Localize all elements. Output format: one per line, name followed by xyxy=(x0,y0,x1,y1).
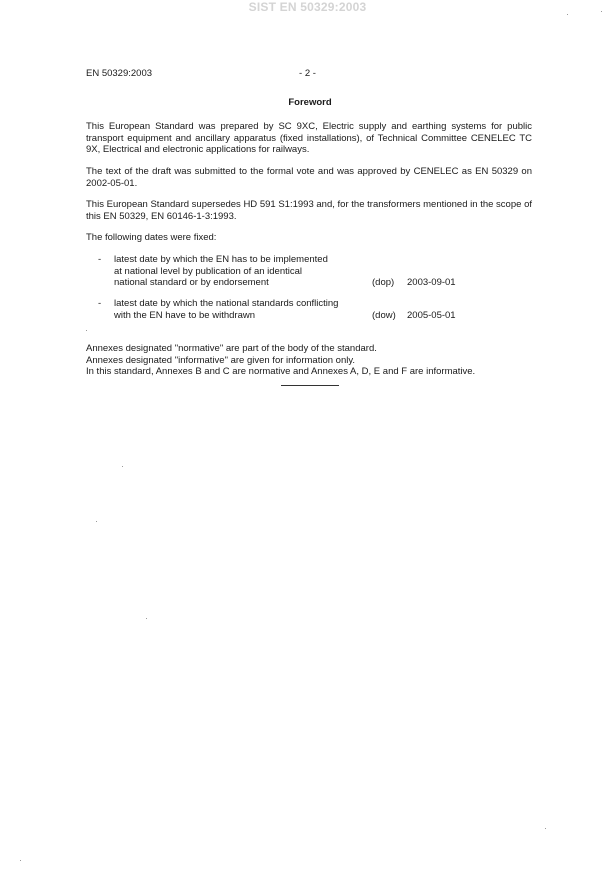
scan-speck xyxy=(601,11,602,12)
date-code: (dop) xyxy=(372,277,395,288)
date-value: 2003-09-01 xyxy=(407,277,456,288)
watermark-text: SIST EN 50329:2003 xyxy=(248,0,367,14)
paragraph-supersedes: This European Standard supersedes HD 591 S1:1993 and, for the transformers mentioned in the scope of this EN 50329, EN 60146-1-3:1993. xyxy=(86,199,532,222)
date-value: 2005-05-01 xyxy=(407,309,456,321)
date-code: (dow) xyxy=(372,309,396,321)
date-item-description xyxy=(114,298,364,321)
annex-line-summary: In this standard, Annexes B and C are normative and Annexes A, D, E and F are informative. xyxy=(86,366,476,377)
date-item-dow xyxy=(98,298,468,322)
scan-speck xyxy=(96,521,97,522)
annex-line-informative: Annexes designated "informative" are given for information only. xyxy=(86,354,356,366)
date-item-description xyxy=(114,254,364,289)
description-line: with the EN have to be withdrawn xyxy=(114,309,255,321)
scan-speck xyxy=(567,14,568,15)
description-line: latest date by which the EN has to be implemented xyxy=(114,254,328,265)
scan-speck xyxy=(146,618,147,619)
annex-line-normative: Annexes designated "normative" are part of the body of the standard. xyxy=(86,343,377,354)
scan-speck xyxy=(86,330,87,331)
paragraph-draft: The text of the draft was submitted to the formal vote and was approved by CENELEC as EN 50329 on 2002-05-01. xyxy=(86,166,532,189)
scan-speck xyxy=(20,860,21,861)
list-dash: - xyxy=(98,254,102,265)
paragraph-dates-intro: The following dates were fixed: xyxy=(86,232,217,243)
date-item-dop xyxy=(98,254,468,290)
description-line: national standard or by endorsement xyxy=(114,277,269,288)
section-heading: Foreword xyxy=(288,97,332,108)
scan-speck xyxy=(545,828,546,829)
description-line: latest date by which the national standards conflicting xyxy=(114,298,339,309)
page-number: - 2 - xyxy=(299,68,316,79)
scan-speck xyxy=(122,466,123,467)
paragraph-prepared: This European Standard was prepared by SC 9XC, Electric supply and earthing systems for public transport equipment and ancillary apparatus (fixed installations), of Technical Committee CENELEC TC 9X, Electrical and electronic applications for railways. xyxy=(86,121,532,155)
end-of-section-rule xyxy=(281,385,339,386)
standard-id: EN 50329:2003 xyxy=(86,68,153,79)
annex-note xyxy=(86,343,546,378)
list-dash: - xyxy=(98,298,102,309)
description-line: at national level by publication of an identical xyxy=(114,265,303,277)
